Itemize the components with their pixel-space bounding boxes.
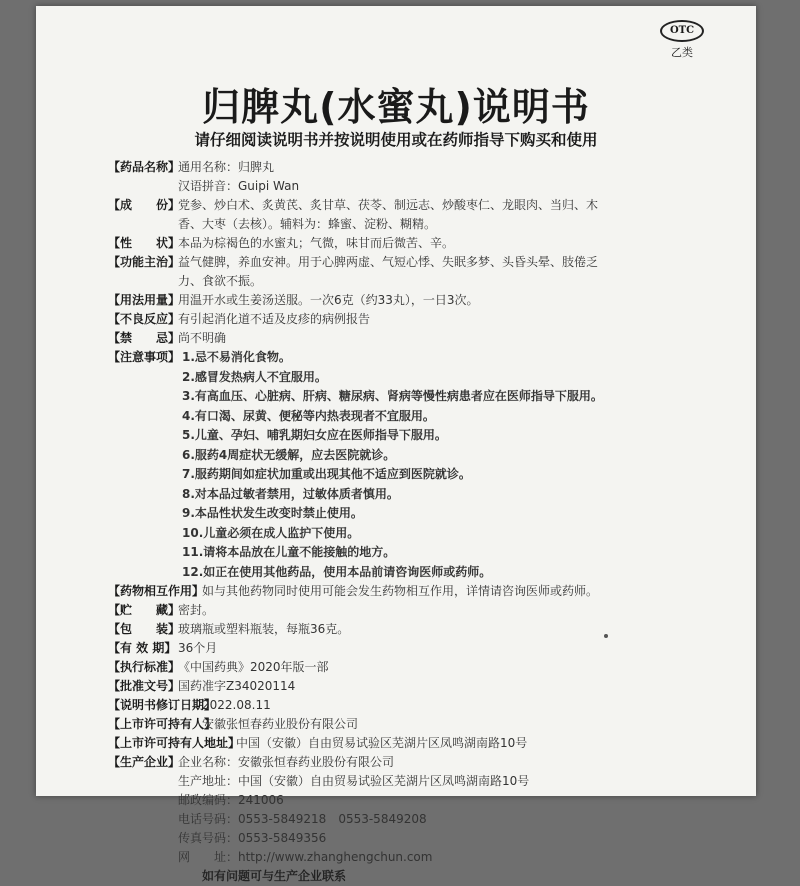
contraindications-text: 尚不明确 xyxy=(178,331,227,345)
adverse-text: 有引起消化道不适及皮疹的病例报告 xyxy=(178,312,371,326)
section-revision-date xyxy=(108,696,708,715)
section-label: 【不良反应】 xyxy=(108,312,181,326)
ingredients-line-2: 香、大枣（去核）。辅料为：蜂蜜、淀粉、糊精。 xyxy=(178,217,437,231)
precaution-item: 2.感冒发热病人不宜服用。 xyxy=(182,369,327,384)
precaution-item: 1.忌不易消化食物。 xyxy=(182,350,291,364)
section-holder xyxy=(108,715,708,734)
approval-text: 国药准字Z34020114 xyxy=(178,679,296,693)
section-storage xyxy=(108,601,708,620)
holder-address-text: 中国（安徽）自由贸易试验区芜湖片区凤鸣湖南路10号 xyxy=(236,736,528,750)
manufacturer-website: 网 址：http://www.zhanghengchun.com xyxy=(178,850,433,864)
section-adverse xyxy=(108,310,708,329)
section-label: 【上市许可持有人】 xyxy=(108,717,217,731)
section-label: 【成 份】 xyxy=(108,198,181,212)
precaution-item: 5.儿童、孕妇、哺乳期妇女应在医师指导下服用。 xyxy=(182,428,447,442)
otc-mark: OTC xyxy=(660,20,704,42)
indications-line-1: 益气健脾，养血安神。用于心脾两虚、气短心悸、失眠多梦、头昏头晕、肢倦乏 xyxy=(178,255,599,269)
validity-text: 36个月 xyxy=(178,641,218,655)
section-label: 【贮 藏】 xyxy=(108,603,181,617)
section-label: 【生产企业】 xyxy=(108,755,181,769)
section-label: 【有 效 期】 xyxy=(108,641,177,655)
section-label: 【禁 忌】 xyxy=(108,331,181,345)
precaution-item: 7.服药期间如症状加重或出现其他不适应到医院就诊。 xyxy=(182,467,471,481)
section-dosage xyxy=(108,291,708,310)
section-ingredients xyxy=(108,196,708,215)
precaution-list xyxy=(178,348,708,582)
contact-note: 如有问题可与生产企业联系 xyxy=(202,869,347,883)
precaution-item: 12.如正在使用其他药品，使用本品前请咨询医师或药师。 xyxy=(182,564,492,579)
generic-name: 通用名称：归脾丸 xyxy=(178,160,275,174)
ingredients-line-1: 党参、炒白术、炙黄芪、炙甘草、茯苓、制远志、炒酸枣仁、龙眼肉、当归、木 xyxy=(178,198,599,212)
interactions-text: 如与其他药物同时使用可能会发生药物相互作用，详情请咨询医师或药师。 xyxy=(202,584,599,598)
holder-text: 安徽张恒春药业股份有限公司 xyxy=(202,717,359,731)
precaution-item: 8.对本品过敏者禁用，过敏体质者慎用。 xyxy=(182,486,399,501)
manufacturer-name: 企业名称：安徽张恒春药业股份有限公司 xyxy=(178,755,395,769)
section-label: 【说明书修订日期】 xyxy=(108,698,217,712)
precaution-item: 4.有口渴、尿黄、便秘等内热表现者不宜服用。 xyxy=(182,408,435,423)
section-label: 【功能主治】 xyxy=(108,255,181,269)
dosage-text: 用温开水或生姜汤送服。一次6克（约33丸），一日3次。 xyxy=(178,293,479,307)
section-label: 【批准文号】 xyxy=(108,679,181,693)
section-precautions xyxy=(108,348,708,582)
section-label: 【药物相互作用】 xyxy=(108,584,205,598)
section-standard xyxy=(108,658,708,677)
storage-text: 密封。 xyxy=(178,603,215,617)
precaution-item: 11.请将本品放在儿童不能接触的地方。 xyxy=(182,545,396,559)
precaution-item: 3.有高血压、心脏病、肝病、糖尿病、肾病等慢性病患者应在医师指导下服用。 xyxy=(182,389,603,403)
otc-category: 乙类 xyxy=(671,46,693,59)
leaflet-content xyxy=(108,158,708,886)
otc-badge xyxy=(660,20,704,64)
section-package xyxy=(108,620,708,639)
precaution-item: 9.本品性状发生改变时禁止使用。 xyxy=(182,506,363,520)
character-text: 本品为棕褐色的水蜜丸；气微，味甘而后微苦、辛。 xyxy=(178,236,455,250)
section-label: 【上市许可持有人地址】 xyxy=(108,736,241,750)
section-approval xyxy=(108,677,708,696)
manufacturer-address: 生产地址：中国（安徽）自由贸易试验区芜湖片区凤鸣湖南路10号 xyxy=(178,774,530,788)
pinyin-name: 汉语拼音：Guipi Wan xyxy=(178,179,300,193)
standard-text: 《中国药典》2020年版一部 xyxy=(178,660,329,674)
section-drug-name xyxy=(108,158,708,177)
section-character xyxy=(108,234,708,253)
section-holder-address xyxy=(108,734,708,753)
section-label: 【执行标准】 xyxy=(108,660,181,674)
precaution-item: 6.服药4周症状无缓解，应去医院就诊。 xyxy=(182,447,396,462)
section-validity xyxy=(108,639,708,658)
section-manufacturer xyxy=(108,753,708,772)
manufacturer-postcode: 邮政编码：241006 xyxy=(178,793,284,807)
precaution-item: 10.儿童必须在成人监护下使用。 xyxy=(182,525,360,540)
section-label: 【包 装】 xyxy=(108,622,181,636)
leaflet-subtitle: 请仔细阅读说明书并按说明使用或在药师指导下购买和使用 xyxy=(194,131,598,149)
section-label: 【药品名称】 xyxy=(108,160,181,174)
section-label: 【用法用量】 xyxy=(108,293,181,307)
section-label: 【性 状】 xyxy=(108,236,181,250)
section-label: 【注意事项】 xyxy=(108,350,181,364)
indications-line-2: 力、食欲不振。 xyxy=(178,274,263,288)
leaflet-title: 归脾丸(水蜜丸)说明书 xyxy=(202,85,590,129)
manufacturer-phone: 电话号码：0553-5849218 0553-5849208 xyxy=(178,812,427,826)
revision-date-text: 2022.08.11 xyxy=(202,698,271,712)
section-indications xyxy=(108,253,708,272)
section-contraindications xyxy=(108,329,708,348)
manufacturer-fax: 传真号码：0553-5849356 xyxy=(178,831,327,845)
section-interactions xyxy=(108,582,708,601)
package-text: 玻璃瓶或塑料瓶装，每瓶36克。 xyxy=(178,622,350,636)
